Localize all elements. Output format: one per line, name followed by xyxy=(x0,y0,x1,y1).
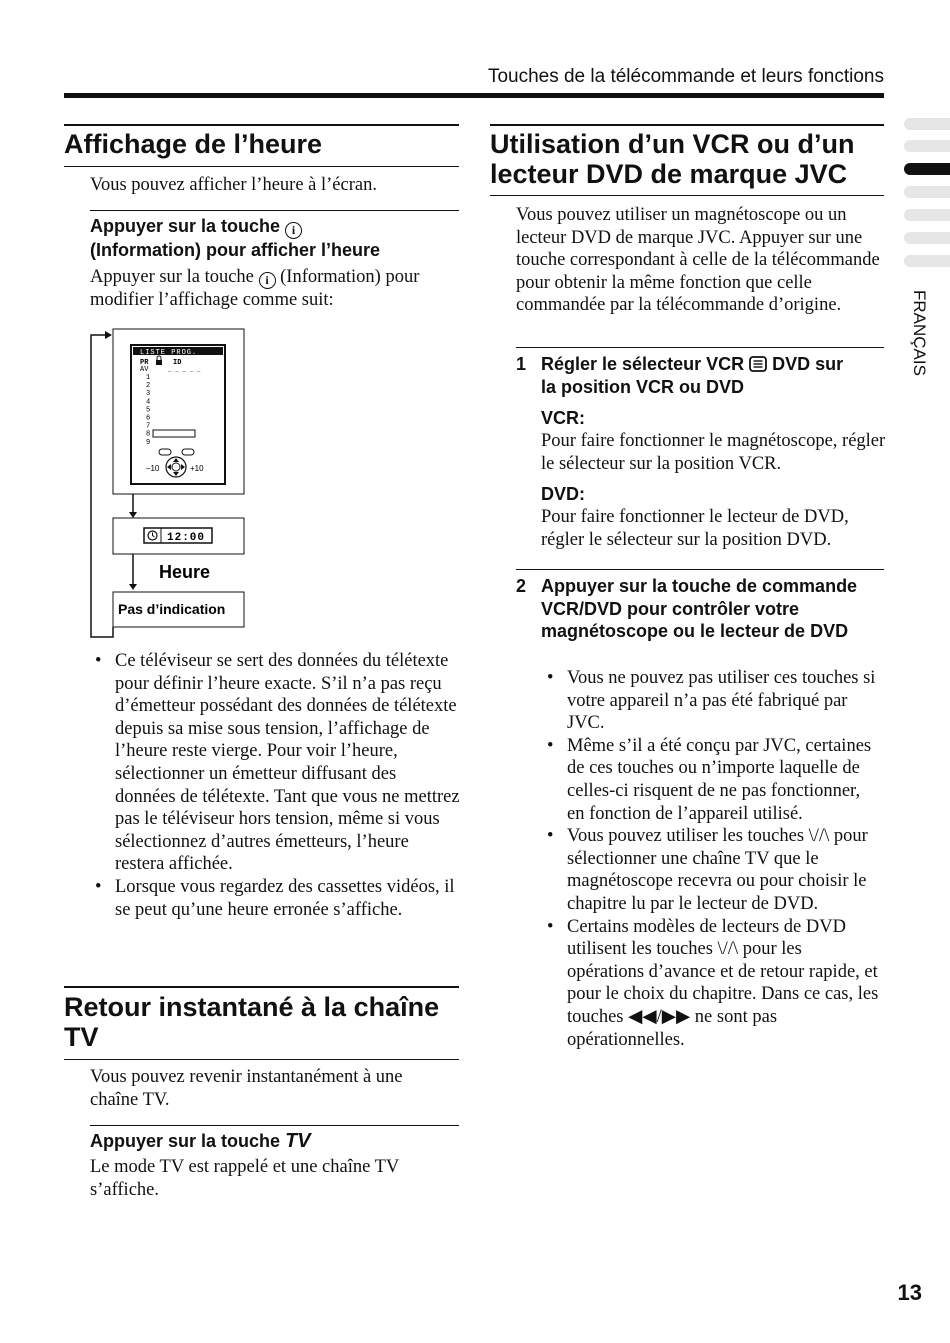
row-av-id: _ _ _ _ _ xyxy=(168,366,201,373)
vcr-text: Pour faire fonctionner le magnétoscope, régler le sélecteur sur la position VCR. xyxy=(541,431,886,474)
small-button-icon xyxy=(182,449,194,455)
label-heure: Heure xyxy=(159,562,211,582)
step-rule xyxy=(90,1125,459,1126)
channel-number: 4 xyxy=(146,398,151,407)
section-title: Retour instantané à la chaîne TV xyxy=(64,992,440,1052)
chapter-tab-active xyxy=(904,163,950,175)
step-title: Appuyer sur la touche de commande VCR/DVD pour contrôler votre magnétoscope ou le lecteur de DVD xyxy=(541,576,858,642)
clock-value: 12:00 xyxy=(167,532,206,544)
section-intro: Vous pouvez revenir instantanément à une chaîne TV. xyxy=(90,1067,403,1110)
step-body: Le mode TV est rappelé et une chaîne TV s’affiche. xyxy=(90,1157,399,1200)
list-item: • Certains modèles de lecteurs de DVD utilisent les touches \//\ pour les opérations d’avance et de retour rapide, et pour le choix du chapitre. Dans ce cas, les touches ◀◀/▶▶ ne sont pas opérationnelles. xyxy=(542,916,882,1052)
info-icon: i xyxy=(259,272,276,289)
section-title: Utilisation d’un VCR ou d’un lecteur DVD de marque JVC xyxy=(490,129,855,189)
list-item: • Lorsque vous regardez des cassettes vidéos, il se peut qu’une heure erronée s’affiche. xyxy=(90,876,460,921)
screen-header: LISTE PROG. xyxy=(140,349,198,357)
step-rule xyxy=(516,347,884,348)
channel-number: 7 xyxy=(146,422,151,431)
list-item: • Vous pouvez utiliser les touches \//\ pour sélectionner une chaîne TV que le magnétoscope recevra ou pour choisir le chapitre lu par le lecteur de DVD. xyxy=(542,825,882,915)
chapter-tab xyxy=(904,209,950,221)
step-body: Appuyer sur la touche i (Information) pour modifier l’affichage comme suit: xyxy=(90,267,420,310)
step-rule xyxy=(516,569,884,570)
section-rule xyxy=(64,986,459,988)
page-number: 13 xyxy=(897,1280,922,1305)
list-item: • Vous ne pouvez pas utiliser ces touches si votre appareil n’a pas été fabriqué par JVC. xyxy=(542,667,882,735)
chapter-tab xyxy=(904,140,950,152)
step-number: 1 xyxy=(516,354,527,374)
section-intro: Vous pouvez utiliser un magnétoscope ou un lecteur DVD de marque JVC. Appuyer sur une touche correspondant à celle de la télécommande pour obtenir la même fonction que celle commandée par la télécommande d’origine. xyxy=(516,205,880,316)
chapter-tab xyxy=(904,186,950,198)
small-button-icon xyxy=(159,449,171,455)
list-item: • Ce téléviseur se sert des données du télétexte pour définir l’heure exacte. S’il n’a pas reçu d’émetteur possédant des données de télétexte depuis sa mise sous tension, l’affichage de l’heure reste vierge. Pour voir l’heure, sélectionner un émetteur diffusant des données de télétexte. Tant que vous ne mettrez pas le téléviseur hors tension, même si vous sélectionnez d’autres émetteurs, l’heure restera affichée. xyxy=(90,650,460,876)
vcr-selector-icon xyxy=(749,356,767,372)
section-title: Affichage de l’heure xyxy=(64,129,323,159)
channel-number: 6 xyxy=(146,414,151,423)
step-number: 2 xyxy=(516,576,527,596)
dpad-icon xyxy=(166,457,186,477)
col-id: ID xyxy=(173,359,182,367)
language-label: FRANÇAIS xyxy=(910,290,929,376)
plus10-label: +10 xyxy=(190,464,204,473)
minus10-label: –10 xyxy=(146,464,160,473)
section-rule xyxy=(490,195,884,196)
section-rule xyxy=(64,1059,459,1060)
label-none: Pas d’indication xyxy=(118,601,226,617)
channel-numbers xyxy=(146,374,150,447)
chapter-tab xyxy=(904,232,950,244)
note-list xyxy=(542,667,882,1051)
section-rule xyxy=(64,166,459,167)
dvd-text: Pour faire fonctionner le lecteur de DVD, régler le sélecteur sur la position DVD. xyxy=(541,507,849,550)
step-title: Appuyer sur la touche i (Information) pour afficher l’heure xyxy=(90,216,381,260)
channel-number: 5 xyxy=(146,406,151,415)
dvd-label: DVD: xyxy=(541,484,585,504)
channel-number: 8 xyxy=(146,430,151,439)
info-icon: i xyxy=(285,222,302,239)
tv-key-icon: TV xyxy=(285,1130,311,1152)
section-rule xyxy=(490,124,884,126)
channel-number: 3 xyxy=(146,390,151,399)
row-av: AV xyxy=(140,366,149,374)
section-rule xyxy=(64,124,459,126)
running-header: Touches de la télécommande et leurs fonctions xyxy=(487,66,884,87)
display-cycle-diagram xyxy=(86,326,251,642)
chapter-tab xyxy=(904,118,950,130)
col-pr: PR xyxy=(140,359,149,367)
header-rule xyxy=(64,93,884,98)
channel-number: 9 xyxy=(146,438,151,447)
step-title: Appuyer sur la touche TV xyxy=(90,1130,311,1152)
step-title: Régler le sélecteur VCR DVD sur la position VCR ou DVD xyxy=(541,354,844,397)
step-rule xyxy=(90,210,459,211)
note-list xyxy=(90,650,460,921)
list-item: • Même s’il a été conçu par JVC, certaines de ces touches ou n’importe laquelle de celles-ci risquent de ne pas fonctionner, en fonction de l’appareil utilisé. xyxy=(542,735,882,825)
vcr-label: VCR: xyxy=(541,408,585,428)
channel-number: 1 xyxy=(146,374,151,382)
channel-number: 2 xyxy=(146,382,151,391)
section-intro: Vous pouvez afficher l’heure à l’écran. xyxy=(90,175,377,195)
chapter-tab xyxy=(904,255,950,267)
